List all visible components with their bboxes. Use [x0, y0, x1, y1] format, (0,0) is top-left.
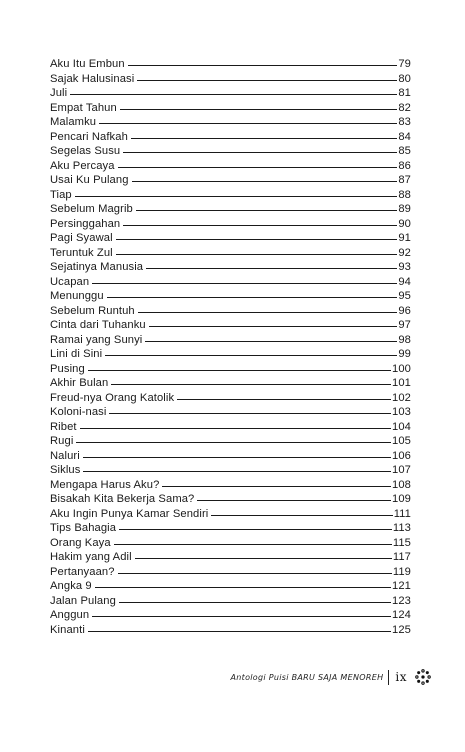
toc-entry-page: 113 — [392, 522, 411, 534]
toc-entry — [50, 231, 411, 246]
toc-entry-title: Naluri — [50, 449, 80, 462]
toc-entry — [50, 115, 411, 130]
toc-entry — [50, 565, 411, 580]
toc-leader-line — [145, 341, 397, 342]
toc-leader-line — [116, 239, 398, 240]
toc-entry — [50, 72, 411, 87]
toc-entry-page: 88 — [398, 188, 411, 201]
toc-entry-page: 95 — [398, 290, 411, 302]
toc-entry-title: Mengapa Harus Aku? — [50, 478, 160, 491]
toc-entry-title: Orang Kaya — [50, 536, 111, 549]
toc-leader-line — [111, 384, 391, 385]
toc-entry-title: Lini di Sini — [50, 348, 103, 360]
toc-entry — [50, 579, 411, 594]
table-of-contents — [50, 57, 411, 637]
toc-leader-line — [135, 558, 392, 559]
toc-leader-line — [105, 355, 397, 356]
toc-entry-title: Sajak Halusinasi — [50, 72, 135, 85]
toc-entry — [50, 173, 411, 188]
toc-entry-title: Sebelum Magrib — [50, 203, 133, 215]
toc-entry-title: Usai Ku Pulang — [50, 174, 129, 186]
toc-entry — [50, 289, 411, 304]
toc-entry-title: Cinta dari Tuhanku — [50, 319, 146, 331]
toc-leader-line — [197, 500, 391, 501]
toc-entry-title: Bisakah Kita Bekerja Sama? — [50, 493, 195, 505]
toc-entry-page: 79 — [398, 58, 411, 70]
toc-entry — [50, 492, 411, 507]
toc-entry-page: 97 — [398, 319, 411, 331]
toc-entry — [50, 57, 411, 72]
toc-entry-title: Tiap — [50, 188, 72, 201]
toc-entry-title: Anggun — [50, 609, 90, 621]
toc-entry-page: 123 — [392, 594, 411, 607]
toc-entry — [50, 246, 411, 261]
toc-entry-title: Kinanti — [50, 623, 85, 636]
toc-entry-page: 89 — [398, 203, 411, 215]
toc-leader-line — [99, 123, 397, 124]
toc-entry-title: Pencari Nafkah — [50, 130, 128, 143]
toc-leader-line — [131, 138, 397, 139]
toc-entry — [50, 347, 411, 362]
toc-entry-title: Empat Tahun — [50, 101, 117, 114]
toc-entry — [50, 463, 411, 478]
toc-entry-title: Jalan Pulang — [50, 594, 116, 607]
toc-leader-line — [119, 602, 391, 603]
toc-entry-title: Tips Bahagia — [50, 522, 117, 534]
footer-book-title: Antologi Puisi BARU SAJA MENOREH — [230, 672, 384, 682]
toc-leader-line — [83, 471, 391, 472]
toc-entry-title: Koloni-nasi — [50, 406, 107, 418]
toc-entry-page: 117 — [392, 551, 411, 563]
toc-entry-page: 90 — [398, 217, 411, 230]
toc-entry-title: Pertanyaan? — [50, 565, 115, 578]
toc-leader-line — [162, 486, 391, 487]
toc-leader-line — [70, 94, 397, 95]
toc-entry-page: 91 — [398, 232, 411, 244]
toc-entry-page: 92 — [398, 246, 411, 259]
toc-entry — [50, 202, 411, 217]
toc-entry-title: Angka 9 — [50, 580, 92, 592]
toc-entry-page: 108 — [392, 478, 411, 491]
toc-entry-title: Pagi Syawal — [50, 232, 113, 244]
toc-entry — [50, 130, 411, 145]
toc-entry — [50, 550, 411, 565]
toc-entry-page: 125 — [392, 623, 411, 636]
toc-entry — [50, 478, 411, 493]
toc-entry-page: 101 — [392, 377, 411, 389]
toc-entry — [50, 217, 411, 232]
toc-leader-line — [109, 413, 391, 414]
toc-entry-page: 104 — [392, 420, 411, 433]
toc-leader-line — [118, 167, 398, 168]
toc-entry-title: Aku Itu Embun — [50, 58, 125, 70]
toc-entry-page: 81 — [398, 87, 411, 99]
toc-entry — [50, 275, 411, 290]
toc-entry-page: 82 — [398, 101, 411, 114]
toc-entry-title: Ucapan — [50, 275, 90, 288]
toc-entry-page: 93 — [398, 261, 411, 273]
toc-entry — [50, 159, 411, 174]
toc-entry — [50, 449, 411, 464]
footer-divider — [388, 670, 389, 685]
toc-entry-title: Sejatinya Manusia — [50, 261, 144, 273]
toc-entry-page: 80 — [398, 72, 411, 85]
toc-leader-line — [83, 457, 391, 458]
toc-leader-line — [211, 515, 392, 516]
toc-entry — [50, 594, 411, 609]
toc-entry-page: 102 — [392, 391, 411, 404]
toc-entry — [50, 101, 411, 116]
toc-entry — [50, 304, 411, 319]
toc-entry — [50, 391, 411, 406]
toc-entry-page: 100 — [392, 362, 411, 375]
toc-entry-title: Hakim yang Adil — [50, 551, 132, 563]
toc-leader-line — [116, 254, 398, 255]
toc-entry — [50, 260, 411, 275]
toc-leader-line — [95, 587, 391, 588]
toc-entry-page: 111 — [393, 507, 411, 520]
toc-leader-line — [138, 312, 398, 313]
toc-leader-line — [128, 65, 398, 66]
toc-leader-line — [92, 616, 391, 617]
toc-entry-title: Menunggu — [50, 290, 104, 302]
toc-leader-line — [132, 181, 398, 182]
toc-leader-line — [123, 225, 397, 226]
toc-entry — [50, 362, 411, 377]
toc-entry-title: Aku Percaya — [50, 159, 115, 172]
toc-entry-page: 99 — [398, 348, 411, 360]
toc-entry — [50, 521, 411, 536]
toc-entry — [50, 144, 411, 159]
toc-leader-line — [107, 297, 398, 298]
toc-leader-line — [92, 283, 397, 284]
toc-entry-page: 105 — [392, 435, 411, 447]
toc-entry-title: Aku Ingin Punya Kamar Sendiri — [50, 507, 209, 520]
toc-entry-title: Rugi — [50, 435, 74, 447]
toc-leader-line — [88, 370, 391, 371]
toc-entry-page: 103 — [392, 406, 411, 418]
toc-entry-page: 124 — [392, 609, 411, 621]
toc-leader-line — [119, 529, 392, 530]
toc-entry — [50, 405, 411, 420]
toc-entry-page: 86 — [398, 159, 411, 172]
toc-entry — [50, 86, 411, 101]
toc-entry-page: 119 — [392, 565, 411, 578]
toc-entry — [50, 608, 411, 623]
toc-leader-line — [137, 80, 397, 81]
toc-leader-line — [114, 544, 392, 545]
toc-leader-line — [76, 442, 391, 443]
toc-entry-page: 83 — [398, 116, 411, 128]
toc-entry-title: Teruntuk Zul — [50, 246, 113, 259]
toc-leader-line — [118, 573, 392, 574]
toc-entry-page: 85 — [398, 145, 411, 157]
toc-leader-line — [123, 152, 397, 153]
flower-ornament-icon — [414, 668, 432, 686]
toc-entry — [50, 333, 411, 348]
toc-entry-title: Freud-nya Orang Katolik — [50, 391, 175, 404]
toc-entry — [50, 623, 411, 638]
toc-entry-title: Segelas Susu — [50, 145, 121, 157]
toc-leader-line — [120, 109, 398, 110]
toc-entry — [50, 536, 411, 551]
toc-entry-title: Juli — [50, 87, 68, 99]
toc-entry-page: 96 — [398, 304, 411, 317]
toc-entry-title: Sebelum Runtuh — [50, 304, 135, 317]
toc-entry — [50, 188, 411, 203]
toc-entry-title: Malamku — [50, 116, 97, 128]
toc-leader-line — [136, 210, 397, 211]
toc-entry-page: 87 — [398, 174, 411, 186]
toc-entry — [50, 507, 411, 522]
toc-entry-page: 107 — [392, 464, 411, 476]
toc-entry-title: Pusing — [50, 362, 85, 375]
toc-entry-page: 106 — [392, 449, 411, 462]
toc-entry-title: Ribet — [50, 420, 77, 433]
toc-entry-page: 115 — [392, 536, 411, 549]
toc-entry-page: 109 — [392, 493, 411, 505]
toc-leader-line — [177, 399, 391, 400]
footer-page-number: ix — [395, 670, 407, 684]
toc-entry-page: 94 — [398, 275, 411, 288]
toc-entry-page: 98 — [398, 333, 411, 346]
toc-entry — [50, 434, 411, 449]
toc-entry — [50, 420, 411, 435]
toc-entry-title: Akhir Bulan — [50, 377, 109, 389]
page-footer — [230, 667, 432, 687]
toc-leader-line — [88, 631, 391, 632]
toc-leader-line — [80, 428, 391, 429]
toc-entry — [50, 318, 411, 333]
toc-entry-page: 121 — [392, 580, 411, 592]
toc-entry-title: Persinggahan — [50, 217, 121, 230]
toc-entry — [50, 376, 411, 391]
toc-entry-title: Ramai yang Sunyi — [50, 333, 143, 346]
toc-leader-line — [149, 326, 398, 327]
toc-entry-title: Siklus — [50, 464, 81, 476]
toc-leader-line — [75, 196, 398, 197]
toc-entry-page: 84 — [398, 130, 411, 143]
toc-leader-line — [146, 268, 397, 269]
